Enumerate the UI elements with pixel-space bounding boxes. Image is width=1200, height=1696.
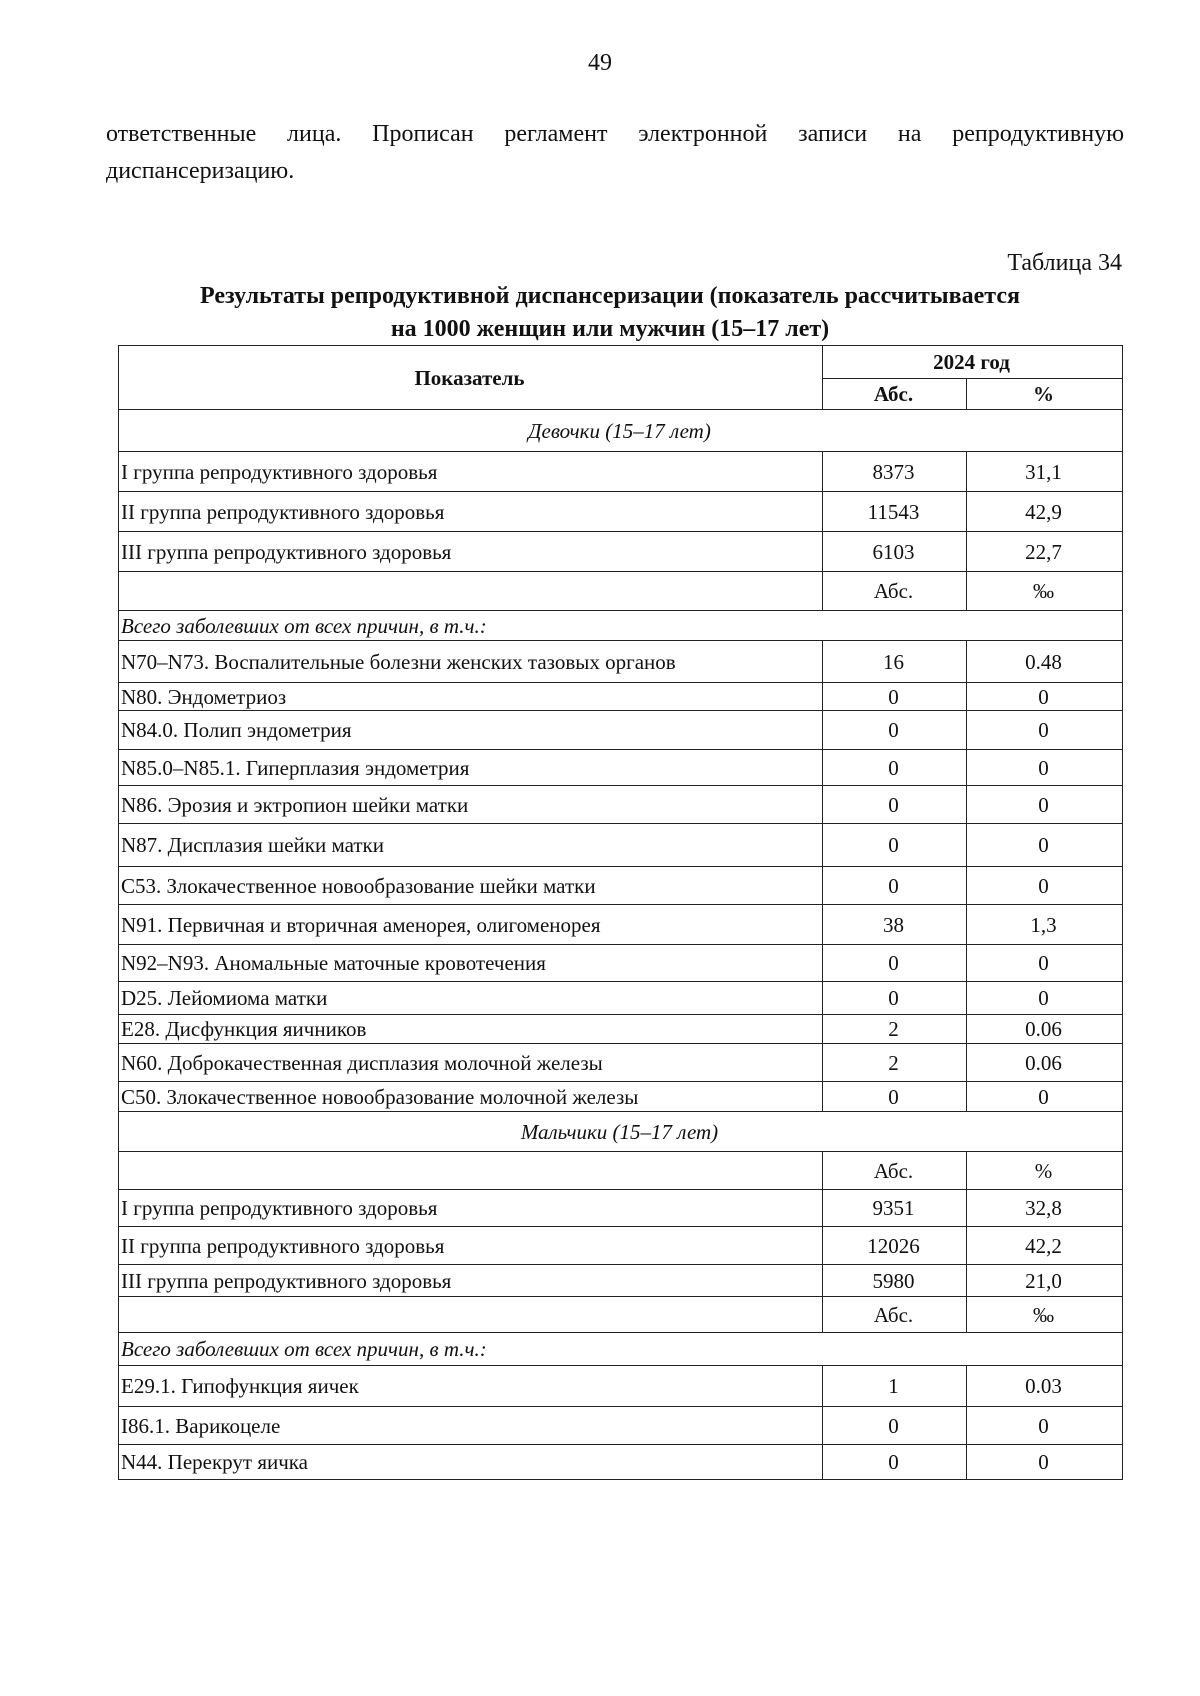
row-abs: 12026	[823, 1227, 967, 1265]
row-label: N60. Доброкачественная дисплазия молочной железы	[119, 1044, 823, 1082]
row-value: 0.06	[967, 1015, 1123, 1044]
table-title-line-1: Результаты репродуктивной диспансеризации (показатель рассчитывается	[200, 283, 1020, 309]
row-abs: 0	[823, 867, 967, 905]
row-label: N87. Дисплазия шейки матки	[119, 824, 823, 867]
table-row	[119, 683, 1123, 711]
subheader-row	[119, 1297, 1123, 1333]
total-row	[119, 611, 1123, 641]
subheader-abs: Абс.	[823, 1152, 967, 1190]
table-row	[119, 824, 1123, 867]
total-label: Всего заболевших от всех причин, в т.ч.:	[119, 1333, 1123, 1366]
row-abs: 5980	[823, 1265, 967, 1297]
row-abs: 11543	[823, 492, 967, 532]
row-value: 0	[967, 683, 1123, 711]
section-boys-row	[119, 1112, 1123, 1152]
row-value: 0	[967, 982, 1123, 1015]
row-value: 31,1	[967, 452, 1123, 492]
row-value: 0	[967, 711, 1123, 750]
table-label: Таблица 34	[1007, 250, 1122, 276]
row-abs: 0	[823, 1445, 967, 1480]
row-value: 0	[967, 786, 1123, 824]
table-row	[119, 786, 1123, 824]
row-label: E28. Дисфункция яичников	[119, 1015, 823, 1044]
intro-paragraph: ответственные лица. Прописан регламент электронной записи на репродуктивную диспансеризацию.	[106, 121, 1124, 184]
row-label: C53. Злокачественное новообразование шейки матки	[119, 867, 823, 905]
row-abs: 16	[823, 641, 967, 683]
row-label: III группа репродуктивного здоровья	[119, 532, 823, 572]
row-abs: 9351	[823, 1190, 967, 1227]
header-indicator: Показатель	[119, 346, 823, 410]
section-girls-row	[119, 410, 1123, 452]
row-label: N85.0–N85.1. Гиперплазия эндометрия	[119, 750, 823, 786]
row-abs: 0	[823, 824, 967, 867]
subheader-row	[119, 572, 1123, 611]
row-value: 0	[967, 824, 1123, 867]
header-pct: %	[967, 379, 1123, 410]
table-row	[119, 1265, 1123, 1297]
table-row	[119, 982, 1123, 1015]
table-row	[119, 452, 1123, 492]
table-row	[119, 1190, 1123, 1227]
row-label: III группа репродуктивного здоровья	[119, 1265, 823, 1297]
subheader-blank	[119, 572, 823, 611]
row-abs: 1	[823, 1366, 967, 1407]
row-value: 0	[967, 1407, 1123, 1445]
row-abs: 8373	[823, 452, 967, 492]
row-abs: 6103	[823, 532, 967, 572]
row-value: 42,9	[967, 492, 1123, 532]
total-label: Всего заболевших от всех причин, в т.ч.:	[119, 611, 1123, 641]
subheader-abs: Абс.	[823, 572, 967, 611]
row-value: 0	[967, 1082, 1123, 1112]
row-value: 0	[967, 867, 1123, 905]
row-label: N91. Первичная и вторичная аменорея, олигоменорея	[119, 905, 823, 945]
row-abs: 0	[823, 1082, 967, 1112]
row-value: 22,7	[967, 532, 1123, 572]
total-row	[119, 1333, 1123, 1366]
row-value: 1,3	[967, 905, 1123, 945]
header-abs: Абс.	[823, 379, 967, 410]
subheader-unit: %	[967, 1152, 1123, 1190]
table-row	[119, 905, 1123, 945]
table-row	[119, 1445, 1123, 1480]
table-row	[119, 492, 1123, 532]
table-title-line-2: на 1000 женщин или мужчин (15–17 лет)	[390, 316, 830, 342]
subheader-unit: ‰	[967, 572, 1123, 611]
row-value: 0	[967, 1445, 1123, 1480]
table-row	[119, 1015, 1123, 1044]
row-abs: 0	[823, 1407, 967, 1445]
row-label: N84.0. Полип эндометрия	[119, 711, 823, 750]
row-abs: 0	[823, 786, 967, 824]
row-label: E29.1. Гипофункция яичек	[119, 1366, 823, 1407]
table-row	[119, 750, 1123, 786]
row-label: II группа репродуктивного здоровья	[119, 492, 823, 532]
table-row	[119, 945, 1123, 982]
table-row	[119, 867, 1123, 905]
row-value: 21,0	[967, 1265, 1123, 1297]
row-label: D25. Лейомиома матки	[119, 982, 823, 1015]
table-row	[119, 711, 1123, 750]
subheader-blank	[119, 1152, 823, 1190]
row-value: 0.06	[967, 1044, 1123, 1082]
table-row	[119, 1366, 1123, 1407]
subheader-unit: ‰	[967, 1297, 1123, 1333]
row-abs: 0	[823, 711, 967, 750]
row-label: N80. Эндометриоз	[119, 683, 823, 711]
subheader-blank	[119, 1297, 823, 1333]
table-row	[119, 1082, 1123, 1112]
header-row	[119, 346, 1123, 379]
row-value: 0.48	[967, 641, 1123, 683]
table-row	[119, 532, 1123, 572]
header-year: 2024 год	[823, 346, 1123, 379]
row-abs: 0	[823, 750, 967, 786]
row-value: 42,2	[967, 1227, 1123, 1265]
row-abs: 0	[823, 683, 967, 711]
row-abs: 38	[823, 905, 967, 945]
row-abs: 2	[823, 1044, 967, 1082]
page-number: 49	[588, 50, 612, 76]
row-value: 32,8	[967, 1190, 1123, 1227]
row-label: N44. Перекрут яичка	[119, 1445, 823, 1480]
row-label: N86. Эрозия и эктропион шейки матки	[119, 786, 823, 824]
section-boys-title: Мальчики (15–17 лет)	[119, 1112, 1123, 1152]
section-girls-title: Девочки (15–17 лет)	[119, 410, 1123, 452]
row-abs: 2	[823, 1015, 967, 1044]
row-label: II группа репродуктивного здоровья	[119, 1227, 823, 1265]
row-label: C50. Злокачественное новообразование молочной железы	[119, 1082, 823, 1112]
row-value: 0	[967, 750, 1123, 786]
table-title	[110, 280, 1110, 346]
row-label: I группа репродуктивного здоровья	[119, 1190, 823, 1227]
row-abs: 0	[823, 982, 967, 1015]
results-table	[118, 345, 1123, 1480]
table-row	[119, 641, 1123, 683]
row-label: I группа репродуктивного здоровья	[119, 452, 823, 492]
row-label: N92–N93. Аномальные маточные кровотечения	[119, 945, 823, 982]
row-value: 0.03	[967, 1366, 1123, 1407]
row-label: N70–N73. Воспалительные болезни женских тазовых органов	[119, 641, 823, 683]
row-abs: 0	[823, 945, 967, 982]
row-value: 0	[967, 945, 1123, 982]
table-row	[119, 1407, 1123, 1445]
subheader-abs: Абс.	[823, 1297, 967, 1333]
table-row	[119, 1227, 1123, 1265]
table-row	[119, 1044, 1123, 1082]
row-label: I86.1. Варикоцеле	[119, 1407, 823, 1445]
subheader-row	[119, 1152, 1123, 1190]
